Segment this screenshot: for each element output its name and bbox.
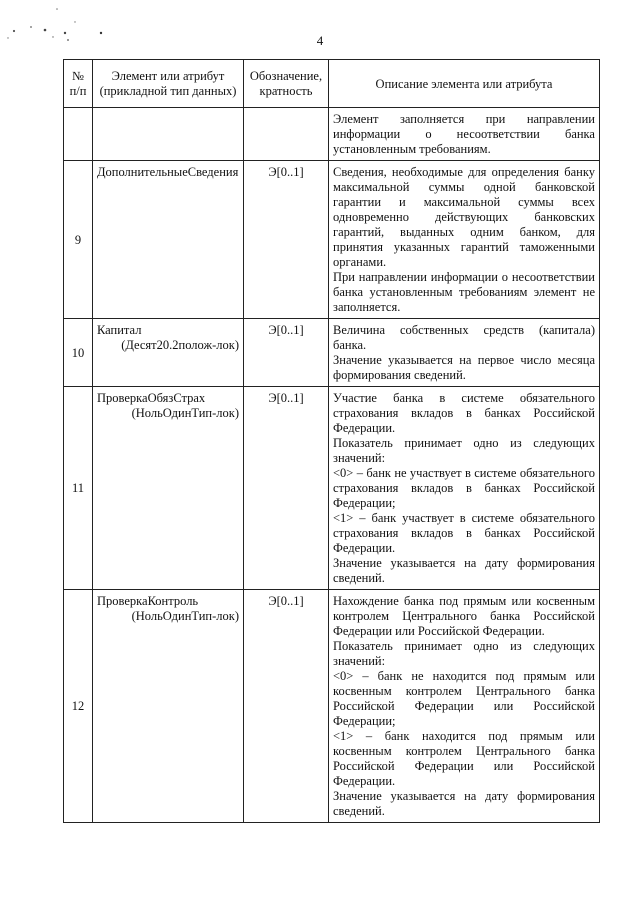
element-cell <box>93 161 244 319</box>
element-type: (НольОдинТип-лок) <box>131 406 239 420</box>
element-cell <box>93 108 244 161</box>
table-row <box>64 319 600 387</box>
row-number: 11 <box>64 387 93 590</box>
description-paragraph: Значение указывается на дату формирования сведений. <box>333 556 595 585</box>
page-number: 4 <box>316 33 324 48</box>
element-cell <box>93 319 244 387</box>
header-description: Описание элемента или атрибута <box>329 60 600 108</box>
description-paragraph: <1> – банк участвует в системе обязательного страхования вкладов в банках Российской Федерации. <box>333 511 595 555</box>
row-number: 9 <box>64 161 93 319</box>
multiplicity-cell: Э[0..1] <box>244 319 329 387</box>
multiplicity-cell: Э[0..1] <box>244 161 329 319</box>
element-name: ПроверкаОбязСтрах <box>97 391 206 405</box>
description-cell <box>329 387 600 590</box>
row-number: 12 <box>64 590 93 823</box>
description-paragraph: Значение указывается на дату формирования сведений. <box>333 789 595 818</box>
table-header-row <box>64 60 600 108</box>
table-row <box>64 161 600 319</box>
description-cell <box>329 161 600 319</box>
description-cell <box>329 319 600 387</box>
description-paragraph: Показатель принимает одно из следующих значений: <box>333 639 595 668</box>
header-number: № п/п <box>64 60 93 108</box>
description-paragraph: Величина собственных средств (капитала) банка. <box>333 323 595 352</box>
table-row <box>64 590 600 823</box>
element-cell <box>93 590 244 823</box>
description-paragraph: Элемент заполняется при направлении информации о несоответствии банка установленным требованиям. <box>333 112 595 156</box>
header-element: Элемент или атрибут (прикладной тип данных) <box>93 60 244 108</box>
description-paragraph: При направлении информации о несоответствии банка установленным требованиям элемент не заполняется. <box>333 270 595 314</box>
multiplicity-cell: Э[0..1] <box>244 590 329 823</box>
element-cell <box>93 387 244 590</box>
description-paragraph: <0> – банк не участвует в системе обязательного страхования вкладов в банках Российской Федерации; <box>333 466 595 510</box>
description-cell <box>329 108 600 161</box>
element-spec-table <box>63 59 600 823</box>
header-multiplicity: Обозначение, кратность <box>244 60 329 108</box>
description-cell <box>329 590 600 823</box>
description-paragraph: Значение указывается на первое число месяца формирования сведений. <box>333 353 595 382</box>
element-name: Капитал <box>97 323 142 337</box>
row-number: 10 <box>64 319 93 387</box>
multiplicity-cell <box>244 108 329 161</box>
description-paragraph: <1> – банк находится под прямым или косвенным контролем Центрального банка Российской Федерации или Российской Федерации. <box>333 729 595 788</box>
table-row <box>64 387 600 590</box>
description-paragraph: Участие банка в системе обязательного страхования вкладов в банках Российской Федерации. <box>333 391 595 435</box>
table-row <box>64 108 600 161</box>
multiplicity-cell: Э[0..1] <box>244 387 329 590</box>
element-type: (НольОдинТип-лок) <box>131 609 239 623</box>
description-paragraph: <0> – банк не находится под прямым или косвенным контролем Центрального банка Российской Федерации или Российской Федерации; <box>333 669 595 728</box>
description-paragraph: Сведения, необходимые для определения банку максимальной суммы одной банковской гарантии и максимальной суммы всех одновременно действующих банковских гарантий, выданных одним банком, для принятия указанных гарантий таможенными органами. <box>333 165 595 269</box>
row-number <box>64 108 93 161</box>
description-paragraph: Показатель принимает одно из следующих значений: <box>333 436 595 465</box>
element-type: (Десят20.2полож-лок) <box>121 338 239 352</box>
element-name: ПроверкаКонтроль <box>97 594 199 608</box>
element-name: ДополнительныеСведения <box>97 165 239 179</box>
description-paragraph: Нахождение банка под прямым или косвенным контролем Центрального банка Российской Федерации или Российской Федерации. <box>333 594 595 638</box>
